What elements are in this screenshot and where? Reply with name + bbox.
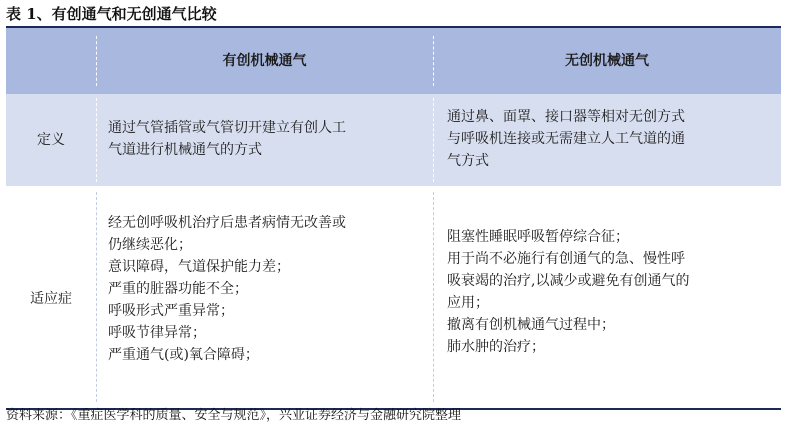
cell-line: 通过鼻、面罩、接口器等相对无创方式	[447, 109, 685, 125]
column-divider	[96, 192, 97, 402]
cell-line: 阻塞性睡眠呼吸暂停综合征；	[447, 229, 629, 245]
row-label-indications: 适应症	[30, 291, 72, 307]
cell-line: 肺水肿的治疗；	[447, 339, 545, 355]
column-divider	[96, 98, 97, 182]
cell-line: 通过气管插管或气管切开建立有创人工	[108, 120, 346, 136]
column-divider	[433, 98, 434, 182]
header-invasive: 有创机械通气	[222, 53, 307, 69]
row-label-definition: 定义	[37, 132, 65, 148]
cell-line: 吸衰竭的治疗,以减少或避免有创通气的	[447, 273, 690, 289]
table-header-row	[6, 28, 781, 94]
cell-line: 严重通气(或)氧合障碍；	[108, 347, 259, 363]
cell-line: 与呼吸机连接或无需建立人工气道的通	[447, 131, 685, 147]
cell-line: 用于尚不必施行有创通气的急、慢性呼	[447, 251, 685, 267]
header-empty	[6, 28, 96, 94]
cell-line: 严重的脏器功能不全；	[108, 281, 248, 297]
cell-line: 气方式	[447, 153, 489, 169]
table-row-indications	[6, 186, 781, 408]
header-noninvasive: 无创机械通气	[565, 53, 649, 69]
cell-line: 应用；	[447, 295, 489, 311]
cell-line: 经无创呼吸机治疗后患者病情无改善或	[108, 215, 346, 231]
cell-line: 呼吸形式严重异常；	[108, 303, 234, 319]
cell-line: 呼吸节律异常；	[108, 325, 206, 341]
table-caption: 表 1、有创通气和无创通气比较	[6, 5, 217, 23]
cell-line: 气道进行机械通气的方式	[108, 142, 262, 158]
cell-line: 意识障碍，气道保护能力差；	[108, 259, 290, 275]
column-divider	[433, 192, 434, 402]
cell-line: 撤离有创机械通气过程中；	[447, 317, 615, 333]
source-note: 资料来源：《重症医学科的质量、安全与规范》，兴业证券经济与金融研究院整理	[6, 408, 462, 423]
cell-line: 仍继续恶化；	[108, 237, 192, 253]
table-row-definition	[6, 94, 781, 186]
